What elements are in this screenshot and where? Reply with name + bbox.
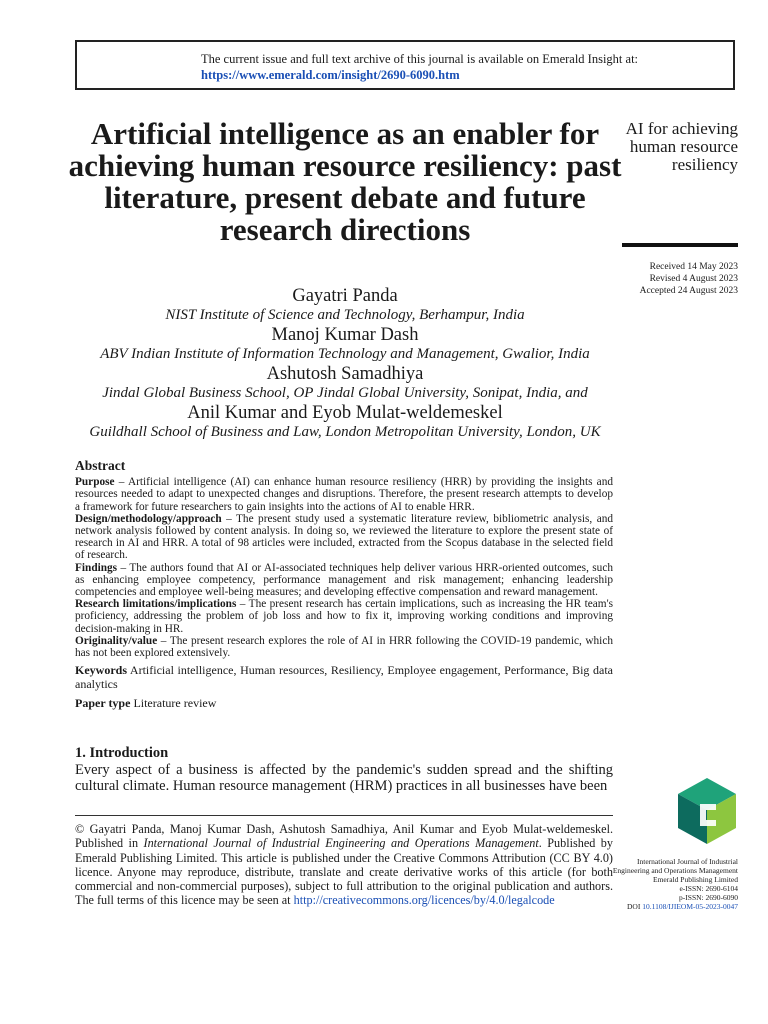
licence-journal-name: International Journal of Industrial Engineering and Operations Management xyxy=(143,836,539,851)
design-text: – The present study used a systematic literature review, bibliometric analysis, and network analysis followed by content analysis. In doing so, we reviewed the literature to explore the present state of research in AI and HRR. A total of 98 articles were included, extracted from the Scopus database in the selected field of research. xyxy=(75,512,613,562)
paper-type-text: Literature review xyxy=(130,696,217,711)
running-title-rule xyxy=(622,243,738,247)
author-list xyxy=(62,286,628,442)
paper-type-label: Paper type xyxy=(75,696,131,711)
journal-info xyxy=(612,857,738,911)
pissn: p-ISSN: 2690-6090 xyxy=(679,893,738,902)
keywords-text: Artificial intelligence, Human resources, Resiliency, Employee engagement, Performance, Big data analytics xyxy=(75,663,613,692)
keywords-label: Keywords xyxy=(75,663,127,678)
originality-label: Originality/value xyxy=(75,634,158,647)
abstract-findings xyxy=(75,562,613,599)
abstract-originality xyxy=(75,635,613,659)
author-name: Manoj Kumar Dash xyxy=(271,325,419,345)
abstract-heading: Abstract xyxy=(75,458,126,473)
purpose-text: – Artificial intelligence (AI) can enhance human resource resiliency (HRR) by providing the insights and resources needed to adapt to unexpected changes and disruptions. Therefore, the present research attempts to develop a framework for future researchers to gain insights into the actions of AI to enable HRR. xyxy=(75,476,613,513)
author-name: Anil Kumar and Eyob Mulat-weldemeskel xyxy=(187,403,503,423)
author-affiliation: NIST Institute of Science and Technology, Berhampur, India xyxy=(165,307,525,323)
journal-name: International Journal of Industrial Engineering and Operations Management xyxy=(612,857,738,875)
doi-line xyxy=(612,902,738,911)
eissn: e-ISSN: 2690-6104 xyxy=(679,884,738,893)
journal-logo-icon xyxy=(676,776,738,846)
findings-label: Findings xyxy=(75,561,118,574)
introduction-heading: 1. Introduction xyxy=(75,745,169,761)
findings-text: – The authors found that AI or AI-associated techniques help deliver various HRR-oriented outcomes, such as enhancing employee competency, performance management and risk management; enhancing leadership competencies and employee well-being measures; and developing effective compensation and reward management. xyxy=(75,561,613,599)
licence-link[interactable]: http://creativecommons.org/licences/by/4.0/legalcode xyxy=(293,893,555,908)
author-name: Gayatri Panda xyxy=(292,286,398,306)
abstract-purpose xyxy=(75,476,613,513)
design-label: Design/methodology/approach xyxy=(75,512,222,525)
author-affiliation: Guildhall School of Business and Law, London Metropolitan University, London, UK xyxy=(89,424,601,440)
limitations-label: Research limitations/implications xyxy=(75,598,237,611)
introduction-text: Every aspect of a business is affected by the pandemic's sudden spread and the shifting cultural climate. Human resource management (HRM) practices in all businesses have been xyxy=(75,762,613,794)
archive-notice-box xyxy=(75,40,735,90)
licence-text-2: . Published by Emerald Publishing Limited. This article is published under the Creative Commons Attribution (CC BY 4.0) licence. Anyone may reproduce, distribute, translate and create derivative works of this article (for both commercial and non-commercial purposes), subject to full attribution to the original publication and authors. The full terms of this licence may be seen at xyxy=(75,836,613,908)
abstract-design xyxy=(75,513,613,562)
abstract xyxy=(75,460,613,709)
doi-link[interactable]: 10.1108/IJIEOM-05-2023-0047 xyxy=(642,902,738,911)
originality-text: – The present research explores the role of AI in HRR following the COVID-19 pandemic, which has not been explored extensively. xyxy=(75,634,613,660)
archive-link[interactable]: https://www.emerald.com/insight/2690-6090.htm xyxy=(201,68,460,82)
paper-title: Artificial intelligence as an enabler for achieving human resource resiliency: past literature, present debate and future research directions xyxy=(68,116,622,247)
paper-type xyxy=(75,697,613,709)
author-name: Ashutosh Samadhiya xyxy=(266,364,424,384)
author-affiliation: Jindal Global Business School, OP Jindal Global University, Sonipat, India, and xyxy=(102,385,588,401)
archive-notice xyxy=(201,51,721,83)
publisher: Emerald Publishing Limited xyxy=(653,875,738,884)
licence-text-1: © Gayatri Panda, Manoj Kumar Dash, Ashutosh Samadhiya, Anil Kumar and Eyob Mulat-weldemeskel. Published in xyxy=(75,822,613,851)
revised-date: Revised 4 August 2023 xyxy=(649,274,738,284)
purpose-label: Purpose xyxy=(75,476,115,489)
author-affiliation: ABV Indian Institute of Information Technology and Management, Gwalior, India xyxy=(100,346,590,362)
keywords xyxy=(75,663,613,691)
licence-notice xyxy=(75,822,613,908)
accepted-date: Accepted 24 August 2023 xyxy=(639,286,738,296)
abstract-limitations xyxy=(75,598,613,635)
limitations-text: – The present research has certain implications, such as increasing the HR team's proficiency, addressing the problem of job loss and how to fix it, improving working conditions and improving decision-making in HR. xyxy=(75,598,614,635)
received-date: Received 14 May 2023 xyxy=(649,262,738,272)
doi-label: DOI xyxy=(627,902,641,911)
history-dates xyxy=(612,261,738,297)
archive-notice-text: The current issue and full text archive of this journal is available on Emerald Insight at: xyxy=(201,52,639,66)
running-title: AI for achieving human resource resiliency xyxy=(625,119,738,174)
footer-rule xyxy=(75,815,613,816)
